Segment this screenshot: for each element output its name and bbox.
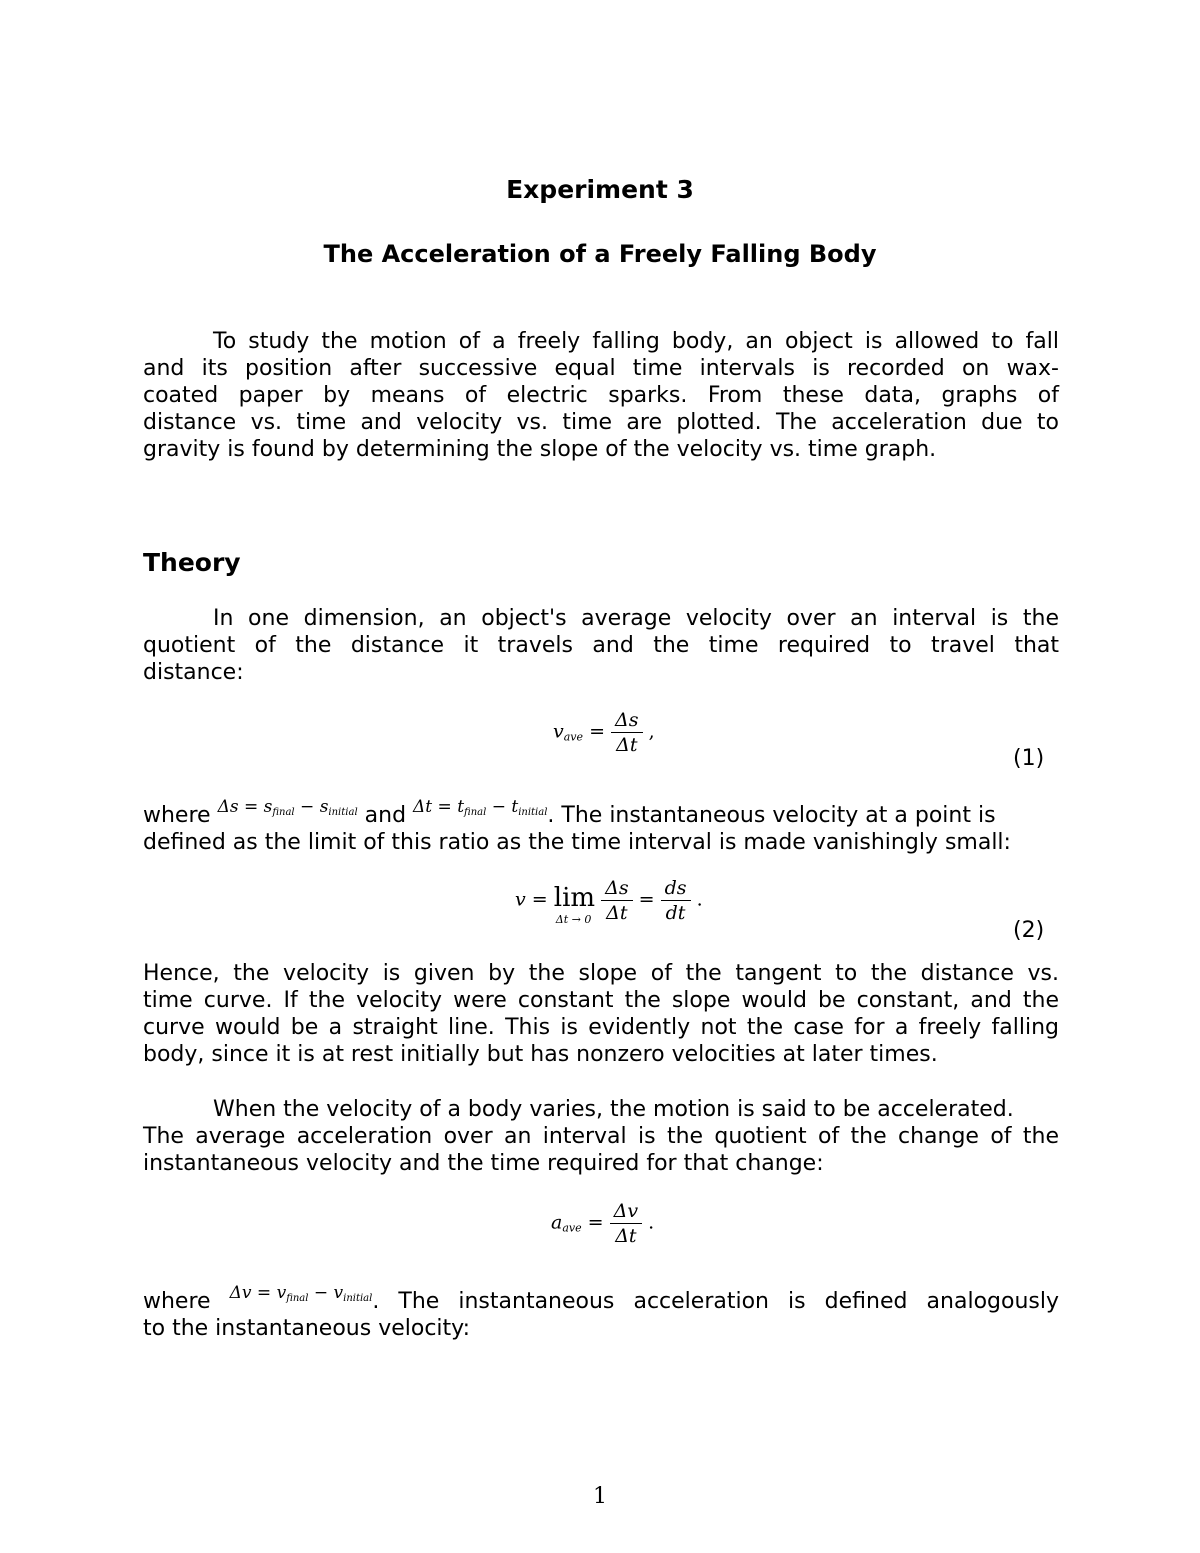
theory-line: Hence, the velocity is given by the slope of the tangent to the distance vs. bbox=[143, 961, 1059, 986]
theory-line: body, since it is at rest initially but has nonzero velocities at later times. bbox=[143, 1042, 938, 1067]
theory-line: defined as the limit of this ratio as the time interval is made vanishingly small: bbox=[143, 830, 1011, 855]
section-heading-theory: Theory bbox=[143, 548, 241, 577]
delta-v-definition: $\Delta v = v_{final} - v_{initial}$ bbox=[229, 1283, 373, 1304]
page-title: Experiment 3 bbox=[506, 175, 694, 204]
page-subtitle: The Acceleration of a Freely Falling Body bbox=[323, 240, 877, 268]
intro-line: To study the motion of a freely falling body, an object is allowed to fall bbox=[213, 329, 1059, 354]
equation-2-fraction-2: $\frac{ds}{dt}$ bbox=[661, 876, 691, 925]
theory-line: to the instantaneous velocity: bbox=[143, 1316, 470, 1341]
equation-2: v = lim Δt → 0 $\frac{\Delta s}{\Delta t}$ = $\frac{ds}{dt}$ . bbox=[515, 877, 703, 926]
theory-line: In one dimension, an object's average velocity over an interval is the bbox=[213, 606, 1059, 631]
intro-line: and its position after successive equal time intervals is recorded on wax- bbox=[143, 356, 1059, 381]
theory-line: quotient of the distance it travels and the time required to travel that bbox=[143, 633, 1059, 658]
theory-line: curve would be a straight line. This is evidently not the case for a freely falling bbox=[143, 1015, 1059, 1040]
equation-3: $a_{ave}$ = $\frac{\Delta v}{\Delta t}$ . bbox=[551, 1200, 655, 1247]
where-line-1: where $\Delta s = s_{final} - s_{initial}$ and $\Delta t = t_{final} - t_{initial}$. The instantaneous velocity at a point is bbox=[143, 802, 1059, 836]
intro-line: coated paper by means of electric sparks. From these data, graphs of bbox=[143, 383, 1059, 408]
limit-operator: lim Δt → 0 bbox=[553, 882, 596, 926]
equation-1-fraction: $\frac{\Delta s}{\Delta t}$ bbox=[611, 708, 642, 757]
theory-line: distance: bbox=[143, 660, 244, 685]
equation-3-fraction: $\frac{\Delta v}{\Delta t}$ bbox=[610, 1199, 642, 1248]
equation-1-number: (1) bbox=[1013, 746, 1045, 771]
page-number: 1 bbox=[593, 1484, 607, 1509]
equation-2-fraction-1: $\frac{\Delta s}{\Delta t}$ bbox=[601, 876, 632, 925]
delta-s-definition: $\Delta s = s_{final} - s_{initial}$ bbox=[217, 797, 358, 818]
theory-line: When the velocity of a body varies, the motion is said to be accelerated. bbox=[213, 1097, 1014, 1122]
intro-line: gravity is found by determining the slope of the velocity vs. time graph. bbox=[143, 437, 937, 462]
theory-line: instantaneous velocity and the time required for that change: bbox=[143, 1151, 824, 1176]
where-line-2: where $\Delta v = v_{final} - v_{initial}$. The instantaneous acceleration is defined analogously bbox=[143, 1288, 1059, 1322]
delta-t-definition: $\Delta t = t_{final} - t_{initial}$ bbox=[413, 797, 548, 818]
theory-line: The average acceleration over an interval is the quotient of the change of the bbox=[143, 1124, 1059, 1149]
intro-line: distance vs. time and velocity vs. time are plotted. The acceleration due to bbox=[143, 410, 1059, 435]
theory-line: time curve. If the velocity were constant the slope would be constant, and the bbox=[143, 988, 1059, 1013]
equation-2-number: (2) bbox=[1013, 918, 1045, 943]
equation-1: $v_{ave}$ = $\frac{\Delta s}{\Delta t}$ , bbox=[553, 709, 655, 756]
